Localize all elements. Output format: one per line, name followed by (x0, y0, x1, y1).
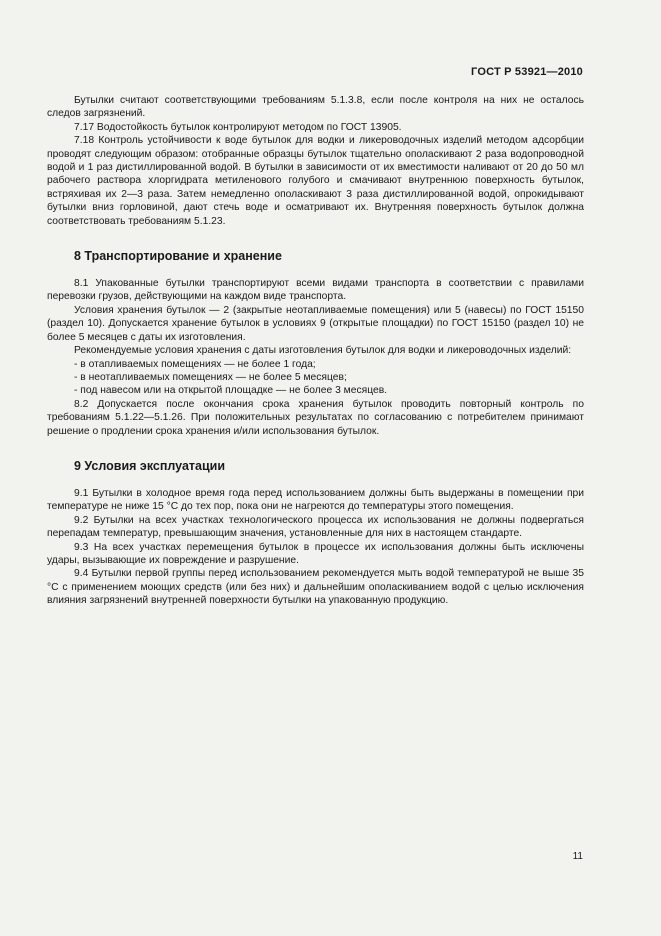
section-heading-9: 9 Условия эксплуатации (74, 458, 226, 473)
paragraph-7-18: 7.18 Контроль устойчивости к воде бутылок для водки и ликероводочных изделий методом адсорбции проводят следующим образом: отобранные образцы бутылок тщательно ополаскивают 2 раза водопроводной водой и 1 раз дистиллированной водой. В бутылки в зависимости от их вместимости наливают от 20 до 50 мл рабочего раствора хлоргидрата метиленового голубого и смачивают внутреннюю поверхность бутылок, встряхивая их 2—3 раза. Затем немедленно ополаскивают 3 раза дистиллированной водой, опрокидывают бутылки вниз горловиной, дают стечь воде и осматривают их. Внутренняя поверхность бутылок должна соответствовать требованиям 5.1.23. (47, 135, 584, 227)
paragraph-9-4: 9.4 Бутылки первой группы перед использованием рекомендуется мыть водой температурой не выше 35 °С с применением моющих средств (или без них) и дальнейшим ополаскиванием водой с целью исключения влияния загрязнений внутренней поверхности бутылки на упакованную продукцию. (47, 568, 584, 607)
document-id-header: ГОСТ Р 53921—2010 (471, 66, 583, 78)
paragraph: Бутылки считают соответствующими требованиям 5.1.3.8, если после контроля на них не осталось следов загрязнений. (47, 95, 584, 120)
paragraph-9-2: 9.2 Бутылки на всех участках технологического процесса их использования не должны подвергаться перепадам температур, превышающим значения, установленные для них в настоящем стандарте. (47, 514, 584, 540)
page-number: 11 (572, 851, 583, 862)
paragraph-8-2: 8.2 Допускается после окончания срока хранения бутылок проводить повторный контроль по требованиям 5.1.22—5.1.26. При положительных результатах по согласованию с потребителем принимают решение о продлении срока хранения и/или использования бутылок. (47, 398, 584, 437)
paragraph-9-1: 9.1 Бутылки в холодное время года перед использованием должны быть выдержаны в помещении при температуре не ниже 15 °С до тех пор, пока они не нагреются до температуры этого помещения. (47, 487, 584, 513)
paragraph-8-1: 8.1 Упакованные бутылки транспортируют всеми видами транспорта в соответствии с правилами перевозки грузов, действующими на каждом виде транспорта. (47, 278, 584, 303)
page-body (47, 94, 584, 608)
list-item: - под навесом или на открытой площадке — не более 3 месяцев. (74, 385, 388, 397)
list-item: - в отапливаемых помещениях — не более 1 года; (74, 358, 316, 370)
section-heading-8: 8 Транспортирование и хранение (74, 249, 282, 264)
paragraph-storage-conditions: Условия хранения бутылок — 2 (закрытые неотапливаемые помещения) или 5 (навесы) по ГОСТ 15150 (раздел 10). Допускается хранение бутылок в условиях 9 (открытые площадки) по ГОСТ 15150 (раздел 10) не более 5 месяцев с даты их изготовления. (47, 304, 584, 343)
paragraph-7-17: 7.17 Водостойкость бутылок контролируют методом по ГОСТ 13905. (74, 121, 402, 133)
paragraph-9-3: 9.3 На всех участках перемещения бутылок в процессе их использования должны быть исключены удары, вызывающие их повреждение и разрушение. (47, 541, 584, 566)
paragraph-recommended-conditions: Рекомендуемые условия хранения с даты изготовления бутылок для водки и ликероводочных изделий: (74, 345, 572, 357)
list-item: - в неотапливаемых помещениях — не более 5 месяцев; (74, 371, 347, 383)
